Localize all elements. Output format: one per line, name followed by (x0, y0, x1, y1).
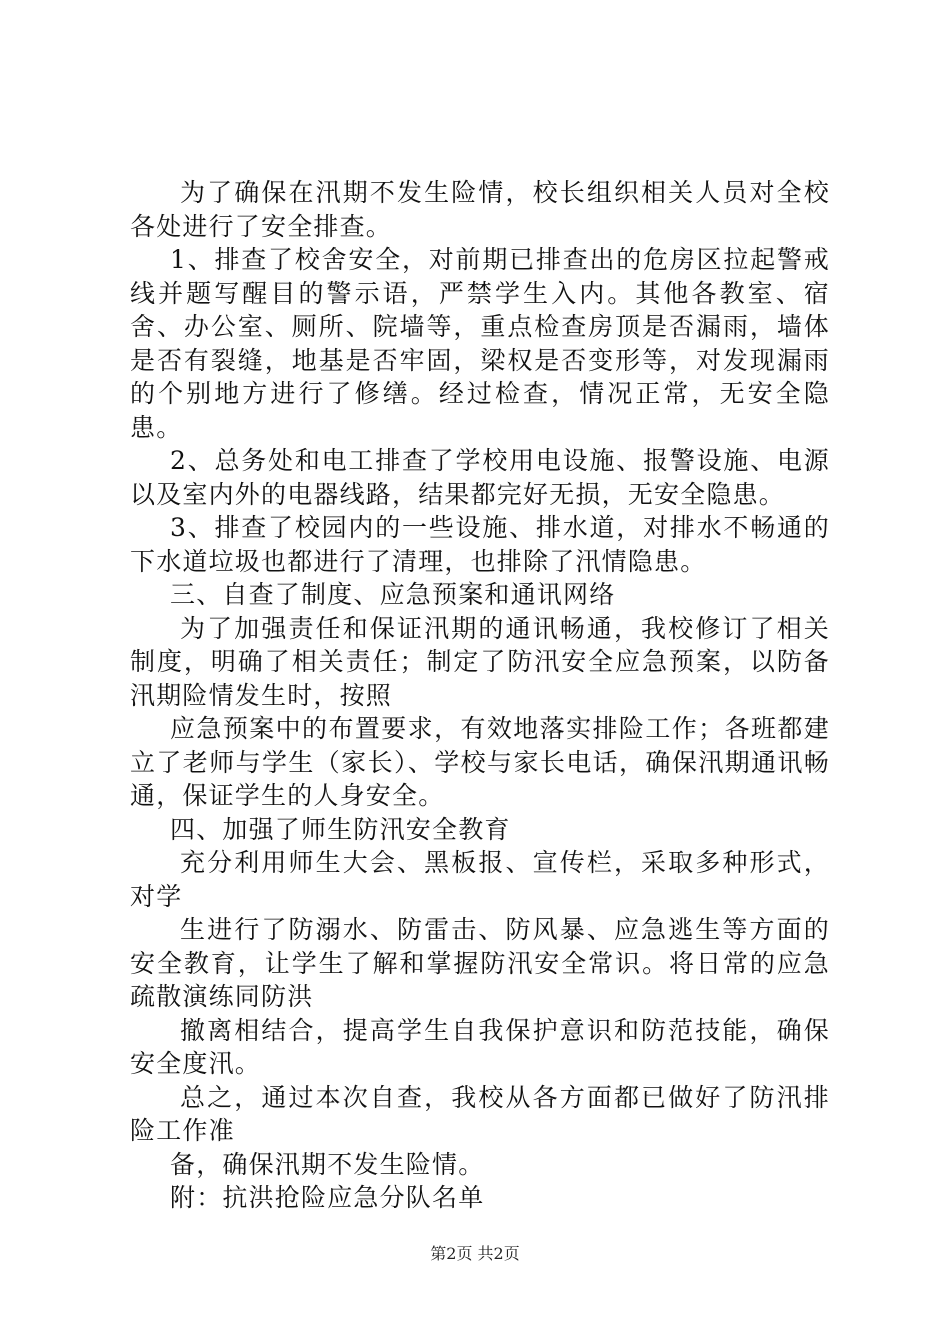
section-heading-3: 三、自查了制度、应急预案和通讯网络 (170, 580, 616, 609)
paragraph-section-4-a: 充分利用师生大会、黑板报、宣传栏，采取多种形式，对学 (130, 848, 830, 911)
paragraph-summary-b: 备，确保汛期不发生险情。 (170, 1149, 485, 1179)
paragraph-section-3-b: 应急预案中的布置要求，有效地落实排险工作；各班都建立了老师与学生（家长）、学校与家长电话，确保汛期通讯畅通，保证学生的人身安全。 (130, 714, 830, 810)
paragraph-section-4-b: 生进行了防溺水、防雷击、防风暴、应急逃生等方面的安全教育，让学生了解和掌握防汛安全常识。将日常的应急疏散演练同防洪 (130, 915, 830, 1011)
page-number: 第2页 共2页 (430, 1244, 520, 1263)
paragraph-section-3-a: 为了加强责任和保证汛期的通讯畅通，我校修订了相关制度，明确了相关责任；制定了防汛安全应急预案，以防备汛期险情发生时，按照 (130, 613, 830, 710)
document-body (130, 176, 830, 1215)
paragraph-intro: 为了确保在汛期不发生险情，校长组织相关人员对全校各处进行了安全排查。 (130, 178, 830, 241)
paragraph-section-4-c: 撤离相结合，提高学生自我保护意识和防范技能，确保安全度汛。 (130, 1015, 830, 1078)
paragraph-item-2: 2、总务处和电工排查了学校用电设施、报警设施、电源以及室内外的电器线路，结果都完好无损，无安全隐患。 (130, 446, 830, 509)
paragraph-appendix: 附：抗洪抢险应急分队名单 (170, 1183, 485, 1212)
paragraph-summary-a: 总之，通过本次自查，我校从各方面都已做好了防汛排险工作准 (130, 1082, 830, 1145)
paragraph-item-1: 1、排查了校舍安全，对前期已排查出的危房区拉起警戒线并题写醒目的警示语，严禁学生入内。其他各教室、宿舍、办公室、厕所、院墙等，重点检查房顶是否漏雨，墙体是否有裂缝，地基是否牢固，梁权是否变形等，对发现漏雨的个别地方进行了修缮。经过检查，情况正常，无安全隐患。 (130, 245, 830, 442)
section-heading-4: 四、加强了师生防汛安全教育 (170, 814, 511, 844)
page-footer (0, 1244, 950, 1264)
paragraph-item-3: 3、排查了校园内的一些设施、排水道，对排水不畅通的下水道垃圾也都进行了清理，也排除了汛情隐患。 (130, 513, 830, 576)
